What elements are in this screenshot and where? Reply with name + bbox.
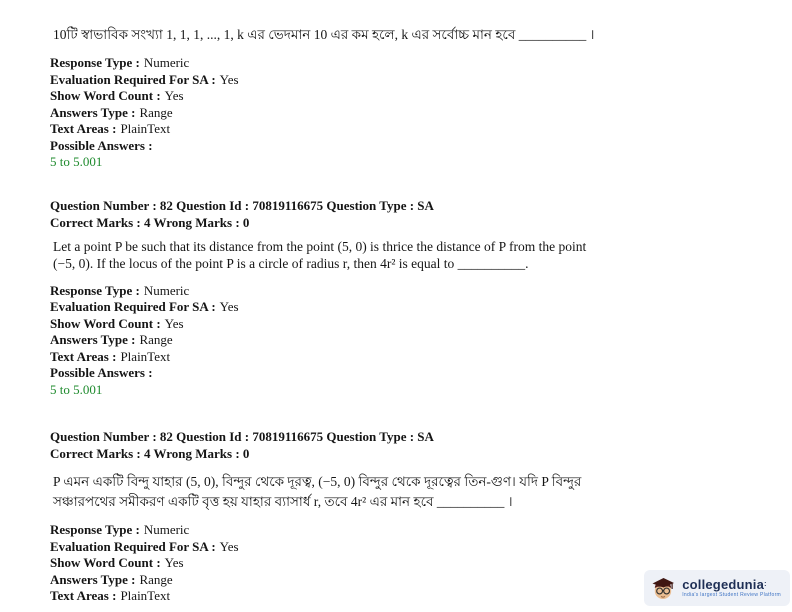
meta-value: Yes bbox=[219, 299, 239, 314]
meta-value: Numeric bbox=[143, 55, 190, 70]
meta-label: Text Areas : bbox=[50, 588, 117, 603]
meta-value: PlainText bbox=[120, 121, 171, 136]
meta-value: Yes bbox=[164, 88, 184, 103]
meta-value: Numeric bbox=[143, 282, 190, 298]
meta-label: Response Type : bbox=[50, 522, 140, 537]
question-marks: Correct Marks : 4 Wrong Marks : 0 bbox=[50, 214, 250, 230]
question-meta bbox=[50, 55, 752, 154]
possible-answer-value: 5 to 5.001 bbox=[50, 154, 103, 169]
meta-row bbox=[50, 522, 752, 539]
meta-row bbox=[50, 105, 752, 122]
meta-row bbox=[50, 316, 752, 333]
question-header: Question Number : 82 Question Id : 70819116675 Question Type : SA bbox=[50, 429, 434, 444]
meta-value: Range bbox=[139, 571, 173, 587]
meta-row bbox=[50, 539, 752, 556]
meta-row bbox=[50, 55, 752, 72]
meta-label: Answers Type : bbox=[50, 332, 136, 347]
meta-value: Numeric bbox=[143, 522, 190, 537]
meta-value: PlainText bbox=[120, 588, 171, 603]
meta-label: Evaluation Required For SA : bbox=[50, 71, 216, 87]
question-marks: Correct Marks : 4 Wrong Marks : 0 bbox=[50, 446, 250, 461]
question-header: Question Number : 82 Question Id : 70819116675 Question Type : SA bbox=[50, 197, 434, 213]
meta-row bbox=[50, 121, 752, 138]
meta-row bbox=[50, 88, 752, 105]
question-block-1 bbox=[50, 25, 752, 171]
question-block-2 bbox=[50, 197, 752, 399]
meta-value: Yes bbox=[164, 315, 184, 331]
logo-trademark: : bbox=[764, 580, 767, 588]
meta-row bbox=[50, 332, 752, 349]
collegedunia-logo bbox=[644, 570, 790, 606]
possible-answer-value: 5 to 5.001 bbox=[50, 381, 103, 397]
meta-value: Range bbox=[139, 332, 173, 347]
meta-row bbox=[50, 138, 752, 155]
meta-label: Possible Answers : bbox=[50, 137, 153, 153]
meta-row bbox=[50, 72, 752, 89]
meta-value: Yes bbox=[164, 555, 184, 570]
meta-label: Text Areas : bbox=[50, 348, 117, 364]
logo-tagline: India's largest Student Review Platform bbox=[682, 591, 781, 598]
question-text-english: Let a point P be such that its distance from the point (5, 0) is thrice the distance of P from the point (−5, 0). If the locus of the point P is a circle of radius r, then 4r² is equal to __________. bbox=[53, 238, 587, 271]
logo-text bbox=[682, 578, 781, 599]
meta-value: Yes bbox=[219, 71, 239, 87]
meta-row bbox=[50, 349, 752, 366]
meta-label: Text Areas : bbox=[50, 121, 117, 136]
meta-label: Show Word Count : bbox=[50, 315, 161, 331]
meta-label: Evaluation Required For SA : bbox=[50, 538, 216, 554]
meta-value: Range bbox=[139, 104, 173, 120]
meta-row bbox=[50, 283, 752, 300]
meta-label: Answers Type : bbox=[50, 104, 136, 120]
meta-row bbox=[50, 555, 752, 572]
meta-label: Show Word Count : bbox=[50, 88, 161, 103]
meta-value: PlainText bbox=[120, 348, 171, 364]
meta-label: Response Type : bbox=[50, 55, 140, 70]
logo-wordmark: collegedunia: bbox=[682, 576, 767, 592]
meta-row bbox=[50, 299, 752, 316]
question-text-bengali: 10টি স্বাভাবিক সংখ্যা 1, 1, 1, ..., 1, k এর ভেদমান 10 এর কম হলে, k এর সর্বোচ্চ মান হবে __________ । bbox=[53, 27, 595, 42]
meta-label: Answers Type : bbox=[50, 571, 136, 587]
meta-value: Yes bbox=[219, 538, 239, 554]
collegedunia-mascot-icon bbox=[650, 575, 676, 601]
meta-label: Possible Answers : bbox=[50, 365, 153, 380]
question-meta bbox=[50, 283, 752, 382]
meta-label: Evaluation Required For SA : bbox=[50, 299, 216, 314]
meta-row bbox=[50, 365, 752, 382]
meta-label: Show Word Count : bbox=[50, 555, 161, 570]
meta-label: Response Type : bbox=[50, 282, 140, 298]
question-text-bengali: P এমন একটি বিন্দু যাহার (5, 0), বিন্দুর থেকে দূরত্ব, (−5, 0) বিন্দুর থেকে দূরত্বের তিন-গুণ। যদি P বিন্দুর সঞ্চারপথের সমীকরণ একটি বৃত্ত হয় যাহার ব্যাসার্ধ r, তবে 4r² এর মান হবে __________ । bbox=[53, 474, 582, 509]
